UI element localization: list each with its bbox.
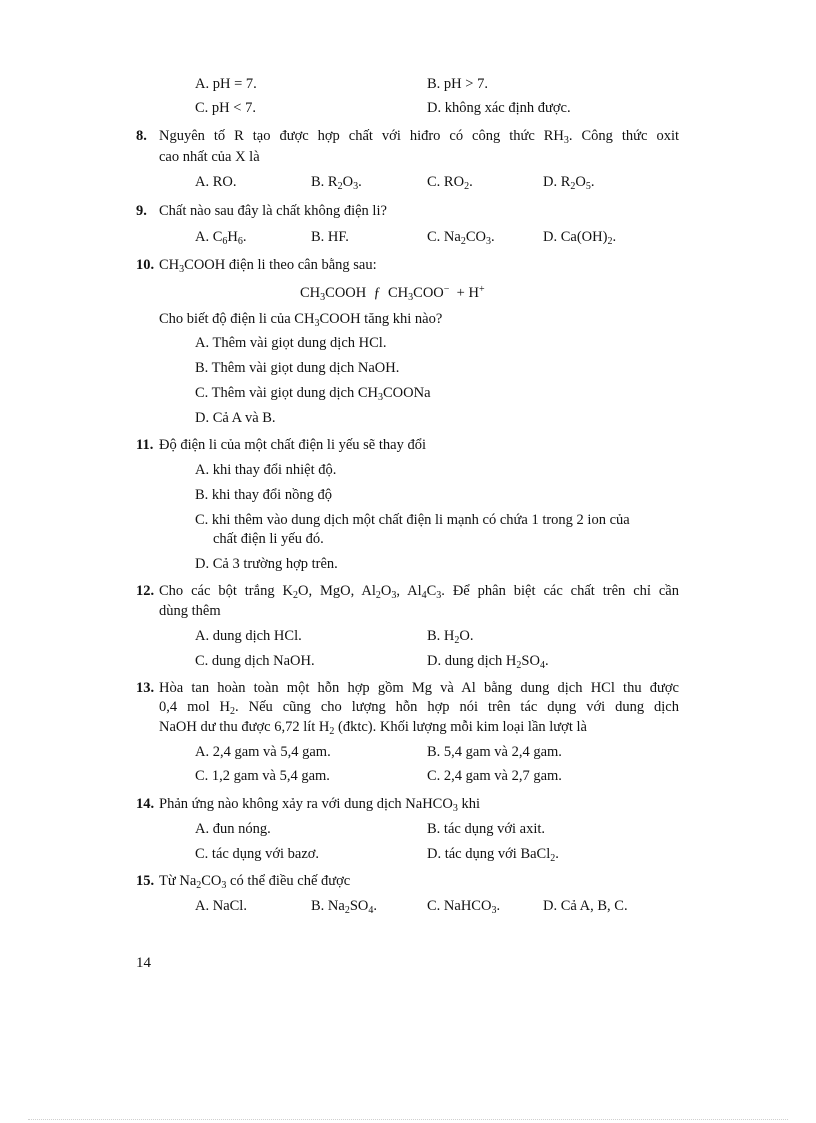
q11-option-c-line2: chất điện li yếu đó. <box>213 531 324 547</box>
q12-option-c: C. dung dịch NaOH. <box>195 653 315 669</box>
q15-option-c: C. NaHCO$_3$. <box>427 898 501 916</box>
q13-option-b: B. 5,4 gam và 2,4 gam. <box>427 744 562 760</box>
q12-stem-line1: Cho các bột trắng $K_2O$, MgO, $Al_2O_3$, $Al_4C_3$. Để phân biệt các chất trên chỉ cần <box>159 583 679 601</box>
bottom-dotted-rule <box>28 1119 788 1120</box>
q8-option-d: D. $R_2O_5$. <box>543 174 595 192</box>
q7-option-b: B. pH > 7. <box>427 76 488 92</box>
q7-option-c: C. pH < 7. <box>195 100 256 116</box>
q15-option-d: D. Cả A, B, C. <box>543 898 628 914</box>
q14-number: 14. <box>136 796 155 812</box>
q12-option-b: B. $H_2O$. <box>427 628 474 646</box>
q8-option-a: A. RO. <box>195 174 237 190</box>
q9-option-b: B. HF. <box>311 229 349 245</box>
q11-number: 11. <box>136 437 154 453</box>
page-number: 14 <box>136 955 151 971</box>
q8-number: 8. <box>136 128 147 144</box>
q12-number: 12. <box>136 583 155 599</box>
q8-stem-line2: cao nhất của X là <box>159 149 260 165</box>
q12-option-d: D. dung dịch $H_2SO_4$. <box>427 653 549 671</box>
q10-stem: $CH_3COOH$ điện li theo cân bằng sau: <box>159 257 377 275</box>
q11-option-d: D. Cả 3 trường hợp trên. <box>195 556 338 572</box>
q13-stem-line1: Hòa tan hoàn toàn một hỗn hợp gồm Mg và Al bằng dung dịch HCl thu được <box>159 680 679 696</box>
q9-number: 9. <box>136 203 147 219</box>
q9-option-a: A. $C_6H_6$. <box>195 229 247 247</box>
q13-option-c: C. 1,2 gam và 5,4 gam. <box>195 768 330 784</box>
equilibrium-arrow-icon: ƒ <box>373 285 381 301</box>
q10-question: Cho biết độ điện li của $CH_3COOH$ tăng khi nào? <box>159 311 443 329</box>
q8-option-c: C. $RO_2$. <box>427 174 473 192</box>
q15-option-a: A. NaCl. <box>195 898 247 914</box>
q9-stem: Chất nào sau đây là chất không điện li? <box>159 203 387 219</box>
q10-option-b: B. Thêm vài giọt dung dịch NaOH. <box>195 360 400 376</box>
q7-option-d: D. không xác định được. <box>427 100 571 116</box>
q11-option-a: A. khi thay đổi nhiệt độ. <box>195 462 337 478</box>
eq-right: $CH_3COO^-$ <box>388 284 450 303</box>
q12-option-a: A. dung dịch HCl. <box>195 628 302 644</box>
q14-option-a: A. đun nóng. <box>195 821 271 837</box>
q11-stem: Độ điện li của một chất điện li yếu sẽ thay đổi <box>159 437 426 453</box>
q7-option-a: A. pH = 7. <box>195 76 257 92</box>
q13-number: 13. <box>136 680 155 696</box>
q14-option-c: C. tác dụng với bazơ. <box>195 846 320 862</box>
q13-stem-line3: NaOH dư thu được 6,72 lít $H_2$ (đktc). Khối lượng mỗi kim loại lần lượt là <box>159 719 587 737</box>
q8-stem-line1: Nguyên tố R tạo được hợp chất với hiđro có công thức $RH_3$. Công thức oxit <box>159 128 679 146</box>
q14-stem: Phản ứng nào không xảy ra với dung dịch NaHCO$_3$ khi <box>159 796 480 814</box>
q11-option-b: B. khi thay đổi nồng độ <box>195 487 332 503</box>
q15-stem: Từ $Na_2CO_3$ có thể điều chế được <box>159 873 351 891</box>
q13-option-d: C. 2,4 gam và 2,7 gam. <box>427 768 562 784</box>
q15-option-b: B. $Na_2SO_4$. <box>311 898 378 916</box>
eq-left: $CH_3COOH$ <box>300 285 367 303</box>
q10-option-c: C. Thêm vài giọt dung dịch $CH_3COONa$ <box>195 385 431 403</box>
q14-option-b: B. tác dụng với axit. <box>427 821 546 837</box>
q15-number: 15. <box>136 873 155 889</box>
q8-option-b: B. $R_2O_3$. <box>311 174 362 192</box>
q10-option-a: A. Thêm vài giọt dung dịch HCl. <box>195 335 387 351</box>
q9-option-d: D. $Ca(OH)_2$. <box>543 229 617 247</box>
q13-option-a: A. 2,4 gam và 5,4 gam. <box>195 744 331 760</box>
q12-stem-line2: dùng thêm <box>159 603 221 619</box>
q10-equation: $CH_3COOH$ ƒ $CH_3COO^- + H^+$ <box>300 284 485 303</box>
q10-option-d: D. Cả A và B. <box>195 410 276 426</box>
q13-stem-line2: 0,4 mol $H_2$. Nếu cũng cho lượng hỗn hợp nói trên tác dụng với dung dịch <box>159 699 679 717</box>
q14-option-d: D. tác dụng với BaCl$_2$. <box>427 846 559 864</box>
q9-option-c: C. $Na_2CO_3$. <box>427 229 495 247</box>
q11-option-c-line1: C. khi thêm vào dung dịch một chất điện li mạnh có chứa 1 trong 2 ion của <box>195 512 630 528</box>
q10-number: 10. <box>136 257 155 273</box>
